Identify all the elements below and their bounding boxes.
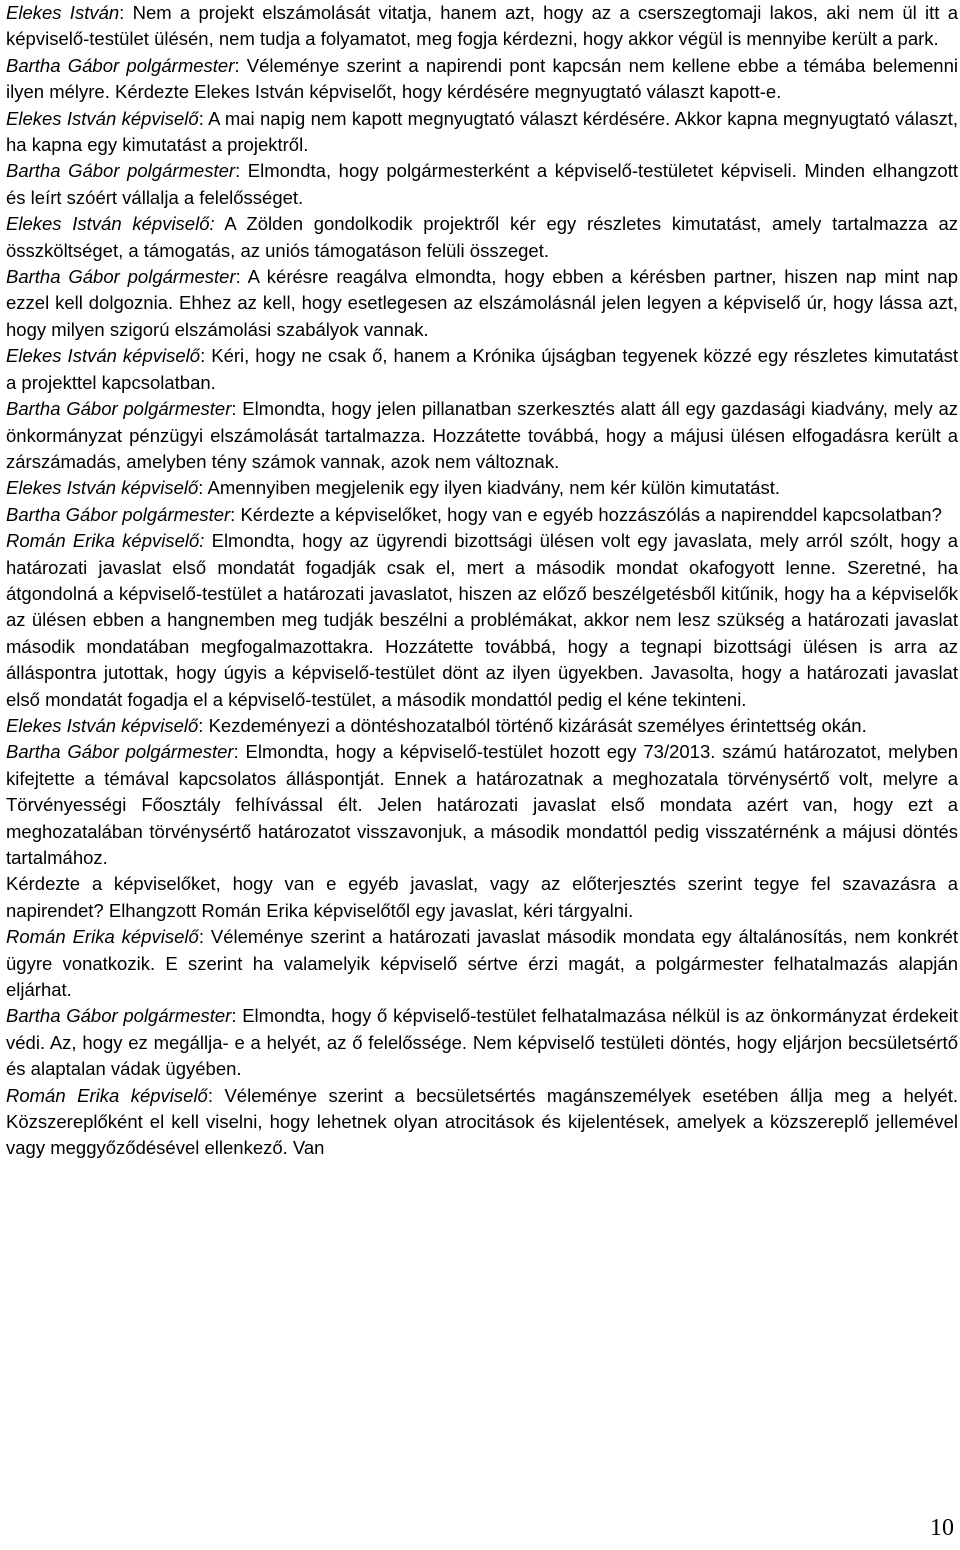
paragraph xyxy=(6,158,958,211)
paragraph-text: : A kérésre reagálva elmondta, hogy ebben a kérésben partner, hiszen nap mint nap ezzel kell dolgoznia. Ehhez az kell, hogy esetlegesen az elszámolásnál jelen legyen a képviselő úr, hogy lássa azt, hogy milyen szigorú elszámolási szabályok vannak. xyxy=(6,266,958,340)
paragraph-text: : Elmondta, hogy ő képviselő-testület felhatalmazása nélkül is az önkormányzat érdekeit védi. Az, hogy ez megállja- e a helyét, az ő felelőssége. Nem képviselő testületi döntés, hogy eljárjon becsületsértő és alaptalan vádak ügyében. xyxy=(6,1005,959,1080)
paragraph-text: : Elmondta, hogy a képviselő-testület hozott egy 73/2013. számú határozatot, melyben kifejtette a témával kapcsolatos álláspontját. Ennek a határozatnak a meghozatala törvénysértő volt, melyre a Törvényességi Főosztály felhívással élt. Jelen határozati javaslat első mondata azért van, hogy ezt a meghozatalában törvénysértő határozatot visszavonjuk, a második mondattól pedig visszatérnénk a májusi döntés tartalmához. xyxy=(6,741,959,868)
paragraph xyxy=(6,343,958,396)
paragraph-text: Elmondta, hogy az ügyrendi bizottsági ülésen volt egy javaslata, mely arról szólt, hogy a határozati javaslat első mondatát fogadják csak el, mert a második mondat okafogyott lenne. Szeretné, ha átgondolná a képviselő-testület a határozati javaslatot, hiszen az előző beszélgetésből kitűnik, hogy ha a képviselők az ülésen ebben a hangnemben meg tudják beszélni a problémákat, akkor nem lesz szükség a határozati javaslat második mondatában megfogalmazottakra. Hozzátette továbbá, hogy a tegnapi bizottsági ülésen is arra az álláspontra jutottak, hogy úgyis a képviselő-testület dönt az ilyen ügyekben. Javasolta, hogy a határozati javaslat első mondatát fogadja el a képviselő-testület, a második mondattól pedig el kéne tekinteni. xyxy=(6,530,958,710)
paragraph-text: : Nem a projekt elszámolását vitatja, hanem azt, hogy az a cserszegtomaji lakos, aki nem ül itt a képviselő-testület ülésén, nem tudja a folyamatot, meg fogja kérdezni, hogy akkor végül is mennyibe került a park. xyxy=(6,2,959,50)
paragraph xyxy=(6,739,958,871)
paragraph-text: : Véleménye szerint a becsületsértés magánszemélyek esetében állja meg a helyét. Közszereplőként el kell viselni, hogy lehetnek olyan atrocitások és kijelentések, amelyek a közszereplő jellemével vagy meggyőződésével ellenkező. Van xyxy=(6,1084,958,1159)
paragraph-text: : Véleménye szerint a határozati javaslat második mondata egy általánosítás, nem konkrét ügyre vonatkozik. E szerint ha valamelyik képviselő sértve érzi magát, a polgármester felhatalmazás alapján eljárhat. xyxy=(6,926,959,1001)
paragraph xyxy=(6,528,958,713)
speaker-name: Elekes István képviselő: xyxy=(6,213,215,235)
speaker-name: Bartha Gábor polgármester xyxy=(6,266,236,288)
paragraph-text: : Elmondta, hogy polgármesterként a képviselő-testületet képviseli. Minden elhangzott és leírt szóért vállalja a felelősséget. xyxy=(6,160,959,208)
paragraph xyxy=(6,502,958,528)
speaker-name: Bartha Gábor polgármester xyxy=(6,398,232,420)
speaker-name: Elekes István képviselő xyxy=(6,714,199,736)
paragraph xyxy=(6,211,958,264)
speaker-name: Elekes István képviselő xyxy=(6,107,199,129)
paragraph xyxy=(6,0,958,53)
paragraph-text: : Véleménye szerint a napirendi pont kapcsán nem kellene ebbe a témába belemenni ilyen mélyre. Kérdezte Elekes István képviselőt, hogy kérdésére megnyugtató választ kapott-e. xyxy=(6,54,958,103)
paragraph-text: : A mai napig nem kapott megnyugtató választ kérdésére. Akkor kapna megnyugtató választ, ha kapna egy kimutatást a projektről. xyxy=(6,107,959,156)
speaker-name: Bartha Gábor polgármester xyxy=(6,1005,232,1027)
speaker-name: Bartha Gábor polgármester xyxy=(6,741,234,763)
paragraph-text: Kérdezte a képviselőket, hogy van e egyéb javaslat, vagy az előterjesztés szerint tegye fel szavazásra a napirendet? Elhangzott Román Erika képviselőtől egy javaslat, kéri tárgyalni. xyxy=(6,873,958,921)
document-body xyxy=(6,0,958,1162)
paragraph xyxy=(6,396,958,475)
speaker-name: Bartha Gábor polgármester xyxy=(6,503,231,525)
speaker-name: Román Erika képviselő: xyxy=(6,530,205,552)
paragraph xyxy=(6,1003,958,1082)
paragraph-text: : Elmondta, hogy jelen pillanatban szerkesztés alatt áll egy gazdasági kiadvány, mely az önkormányzat pénzügyi elszámolását tartalmazza. Hozzátette továbbá, hogy a májusi ülésen elfogadásra került a zárszámadás, amelyben tény számok vannak, azok nem változnak. xyxy=(6,398,958,472)
paragraph-text: : Amennyiben megjelenik egy ilyen kiadvány, nem kér külön kimutatást. xyxy=(198,477,780,499)
speaker-name: Elekes István képviselő xyxy=(6,477,199,499)
speaker-name: Román Erika képviselő xyxy=(6,1084,208,1106)
paragraph-text: : Kérdezte a képviselőket, hogy van e egyéb hozzászólás a napirenddel kapcsolatban? xyxy=(230,503,942,525)
paragraph-text: A Zölden gondolkodik projektről kér egy részletes kimutatást, amely tartalmazza az összköltséget, a támogatás, az uniós támogatáson felüli összeget. xyxy=(6,213,958,261)
paragraph xyxy=(6,53,958,106)
paragraph xyxy=(6,1083,958,1162)
paragraph-text: : Kéri, hogy ne csak ő, hanem a Krónika újságban tegyenek közzé egy részletes kimutatást a projekttel kapcsolatban. xyxy=(6,345,958,393)
paragraph xyxy=(6,924,958,1003)
paragraph xyxy=(6,475,958,501)
speaker-name: Elekes István képviselő xyxy=(6,345,201,367)
speaker-name: Elekes István xyxy=(6,2,120,23)
paragraph xyxy=(6,106,958,159)
paragraph xyxy=(6,713,958,739)
speaker-name: Bartha Gábor polgármester xyxy=(6,160,236,182)
speaker-name: Bartha Gábor polgármester xyxy=(6,54,235,76)
paragraph xyxy=(6,871,958,924)
page-number: 10 xyxy=(930,1515,954,1541)
paragraph-text: : Kezdeményezi a döntéshozatalból történő kizárását személyes érintettség okán. xyxy=(198,714,867,736)
speaker-name: Román Erika képviselő xyxy=(6,926,199,948)
paragraph xyxy=(6,264,958,343)
